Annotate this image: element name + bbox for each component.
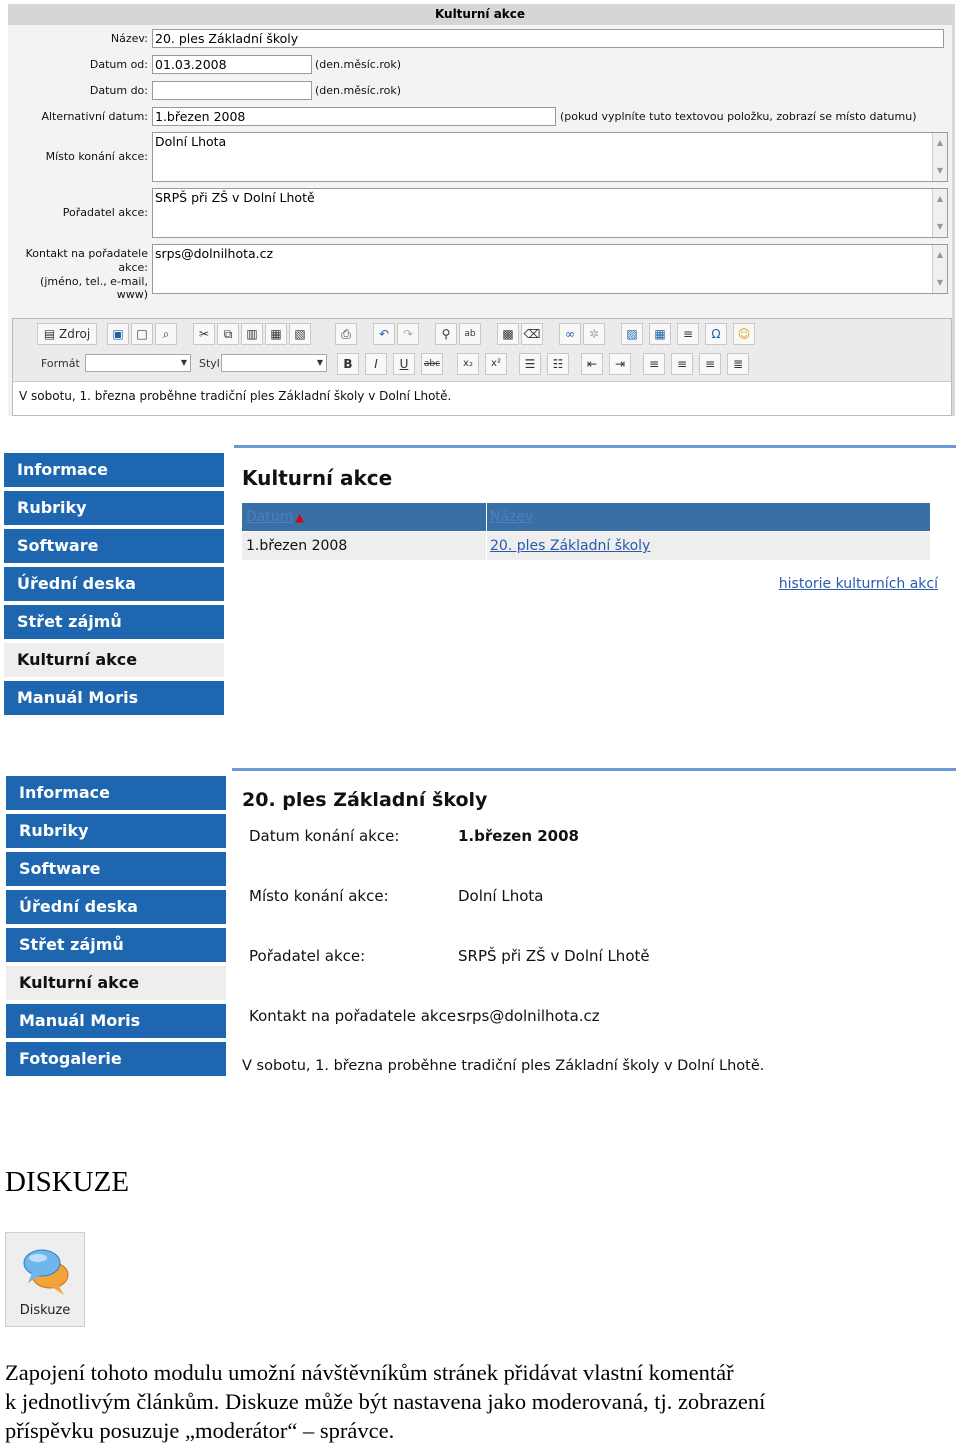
scroll-up-icon: ▲	[936, 250, 944, 259]
sidebar-item-uredni-deska[interactable]: Úřední deska	[6, 890, 226, 924]
numbered-list-icon[interactable]: ☰	[519, 353, 541, 375]
smiley-icon[interactable]: ☺	[733, 323, 755, 345]
page-title: Kulturní akce	[242, 466, 393, 490]
underline-icon[interactable]: U	[393, 353, 415, 375]
event-edit-form	[8, 4, 955, 416]
sidebar-item-stret-zajmu[interactable]: Střet zájmů	[6, 928, 226, 962]
contact-scrollbar[interactable]	[932, 245, 947, 293]
table-row	[242, 532, 930, 560]
scroll-up-icon: ▲	[936, 194, 944, 203]
date-value: 1.březen 2008	[458, 827, 579, 845]
strike-icon[interactable]: abc	[421, 353, 443, 375]
sidebar-item-rubriky[interactable]: Rubriky	[4, 491, 224, 525]
bullet-list-icon[interactable]: ☷	[547, 353, 569, 375]
event-description: V sobotu, 1. března proběhne tradiční ples Základní školy v Dolní Lhotě.	[242, 1058, 765, 1074]
main-content	[232, 768, 956, 1085]
paragraph-line-1: Zapojení tohoto modulu umožní návštěvníkům stránek přidávat vlastní komentář	[5, 1360, 734, 1385]
rich-text-editor[interactable]	[12, 318, 952, 416]
place-label: Místo konání akce:	[45, 150, 148, 163]
organizer-text: SRPŠ při ZŠ v Dolní Lhotě	[155, 190, 315, 205]
table-icon[interactable]: ▦	[649, 323, 671, 345]
sidebar-item-software[interactable]: Software	[4, 529, 224, 563]
editor-toolbar	[13, 319, 951, 382]
row-date: 1.březen 2008	[246, 538, 348, 554]
scroll-down-icon: ▼	[936, 166, 944, 175]
redo-icon[interactable]: ↷	[397, 323, 419, 345]
print-icon[interactable]: ⎙	[335, 323, 357, 345]
outdent-icon[interactable]: ⇤	[581, 353, 603, 375]
scroll-up-icon: ▲	[936, 138, 944, 147]
contact-label-line3: (jméno, tel., e-mail, www)	[40, 275, 148, 301]
sidebar-item-informace[interactable]: Informace	[4, 453, 224, 487]
alt-date-input[interactable]: 1.březen 2008	[152, 107, 556, 126]
sort-asc-icon: ▲	[295, 511, 304, 524]
source-label: Zdroj	[58, 327, 91, 341]
scroll-down-icon: ▼	[936, 278, 944, 287]
style-select[interactable]	[221, 354, 327, 372]
column-date-label: Datum	[246, 509, 294, 525]
sidebar-menu	[4, 451, 229, 713]
organizer-value: SRPŠ při ZŠ v Dolní Lhotě	[458, 947, 650, 965]
italic-icon[interactable]: I	[365, 353, 387, 375]
sidebar-item-stret-zajmu[interactable]: Střet zájmů	[4, 605, 224, 639]
chat-bubbles-icon	[20, 1243, 72, 1299]
sidebar-item-manual-moris[interactable]: Manuál Moris	[4, 681, 224, 715]
unlink-icon[interactable]: ✲	[583, 323, 605, 345]
save-icon[interactable]: ▣	[107, 323, 129, 345]
align-center-icon[interactable]: ≡	[671, 353, 693, 375]
scroll-down-icon: ▼	[936, 222, 944, 231]
contact-label: Kontakt na pořadatele akce:	[249, 1007, 462, 1025]
copy-icon[interactable]: ⧉	[217, 323, 239, 345]
format-select[interactable]	[85, 354, 191, 372]
diskuze-module-button[interactable]	[5, 1232, 85, 1327]
date-label: Datum konání akce:	[249, 827, 400, 845]
form-header: Kulturní akce	[8, 4, 952, 25]
table-header	[242, 503, 930, 531]
section-heading: DISKUZE	[5, 1166, 130, 1198]
organizer-scrollbar[interactable]	[932, 189, 947, 237]
contact-value: srps@dolnilhota.cz	[458, 1007, 600, 1025]
paragraph-line-2: k jednotlivým článkům. Diskuze může být nastavena jako moderovaná, tj. zobrazení	[5, 1389, 766, 1414]
bold-icon[interactable]: B	[337, 353, 359, 375]
date-to-input[interactable]	[152, 81, 312, 100]
preview-icon[interactable]: ⌕	[155, 323, 177, 345]
place-label: Místo konání akce:	[249, 887, 389, 905]
remove-format-icon[interactable]: ⌫	[521, 323, 543, 345]
replace-icon[interactable]: ab	[459, 323, 481, 345]
paste-text-icon[interactable]: ▦	[265, 323, 287, 345]
event-detail-page	[6, 768, 956, 1082]
alt-date-hint: (pokud vyplníte tuto textovou položku, zobrazí se místo datumu)	[560, 110, 917, 123]
row-name-link[interactable]: 20. ples Základní školy	[490, 538, 651, 554]
column-divider	[486, 503, 487, 531]
place-value: Dolní Lhota	[458, 887, 544, 905]
alt-date-label: Alternativní datum:	[41, 110, 148, 123]
editor-content[interactable]: V sobotu, 1. března proběhne tradiční ples Základní školy v Dolní Lhotě.	[19, 389, 452, 403]
main-content	[234, 445, 956, 716]
name-input[interactable]: 20. ples Základní školy	[152, 29, 944, 48]
cut-icon[interactable]: ✂	[193, 323, 215, 345]
sidebar-item-kulturni-akce[interactable]: Kulturní akce	[6, 966, 226, 1000]
indent-icon[interactable]: ⇥	[609, 353, 631, 375]
sidebar-item-informace[interactable]: Informace	[6, 776, 226, 810]
contact-textarea[interactable]	[152, 244, 948, 294]
paste-word-icon[interactable]: ▧	[289, 323, 311, 345]
sidebar-item-uredni-deska[interactable]: Úřední deska	[4, 567, 224, 601]
history-link[interactable]: historie kulturních akcí	[778, 576, 938, 592]
sidebar-item-software[interactable]: Software	[6, 852, 226, 886]
contact-text: srps@dolnilhota.cz	[155, 246, 274, 261]
style-label: Styl	[199, 357, 220, 370]
event-title: 20. ples Základní školy	[242, 789, 488, 811]
superscript-icon[interactable]: x²	[485, 353, 507, 375]
source-icon: ▤	[43, 327, 56, 341]
find-icon[interactable]: ⚲	[435, 323, 457, 345]
name-label: Název:	[110, 32, 148, 45]
organizer-textarea[interactable]	[152, 188, 948, 238]
align-justify-icon[interactable]: ≣	[727, 353, 749, 375]
new-page-icon[interactable]: □	[131, 323, 153, 345]
source-button[interactable]	[37, 323, 97, 345]
select-all-icon[interactable]: ▩	[497, 323, 519, 345]
sidebar-item-manual-moris[interactable]: Manuál Moris	[6, 1004, 226, 1038]
contact-label-line1: Kontakt na pořadatele	[25, 247, 148, 260]
paragraph-line-3: příspěvku posuzuje „moderátor“ – správce.	[5, 1418, 395, 1443]
sidebar-item-rubriky[interactable]: Rubriky	[6, 814, 226, 848]
horizontal-rule-icon[interactable]: ≡	[677, 323, 699, 345]
contact-label-line2: akce:	[118, 261, 148, 274]
place-text: Dolní Lhota	[155, 134, 227, 149]
image-icon[interactable]: ▨	[621, 323, 643, 345]
chevron-down-icon: ▼	[180, 358, 188, 367]
column-name-header[interactable]: Název	[490, 509, 534, 525]
column-date-header[interactable]	[246, 509, 304, 525]
column-divider	[486, 532, 487, 560]
event-list-page	[4, 445, 956, 713]
link-icon[interactable]: ∞	[559, 323, 581, 345]
date-from-hint: (den.měsíc.rok)	[315, 58, 401, 71]
subscript-icon[interactable]: x₂	[457, 353, 479, 375]
date-to-label: Datum do:	[89, 84, 148, 97]
align-left-icon[interactable]: ≡	[643, 353, 665, 375]
organizer-label: Pořadatel akce:	[62, 206, 148, 219]
date-from-input[interactable]: 01.03.2008	[152, 55, 312, 74]
date-to-hint: (den.měsíc.rok)	[315, 84, 401, 97]
format-label: Formát	[41, 357, 80, 370]
date-from-label: Datum od:	[89, 58, 148, 71]
paste-icon[interactable]: ▥	[241, 323, 263, 345]
undo-icon[interactable]: ↶	[373, 323, 395, 345]
sidebar-menu	[6, 774, 230, 1082]
place-scrollbar[interactable]	[932, 133, 947, 181]
chevron-down-icon: ▼	[316, 358, 324, 367]
diskuze-module-label: Diskuze	[19, 1303, 71, 1318]
special-char-icon[interactable]: Ω	[705, 323, 727, 345]
organizer-label: Pořadatel akce:	[249, 947, 366, 965]
sidebar-item-kulturni-akce[interactable]: Kulturní akce	[4, 643, 224, 677]
sidebar-item-fotogalerie[interactable]: Fotogalerie	[6, 1042, 226, 1076]
align-right-icon[interactable]: ≡	[699, 353, 721, 375]
place-textarea[interactable]	[152, 132, 948, 182]
